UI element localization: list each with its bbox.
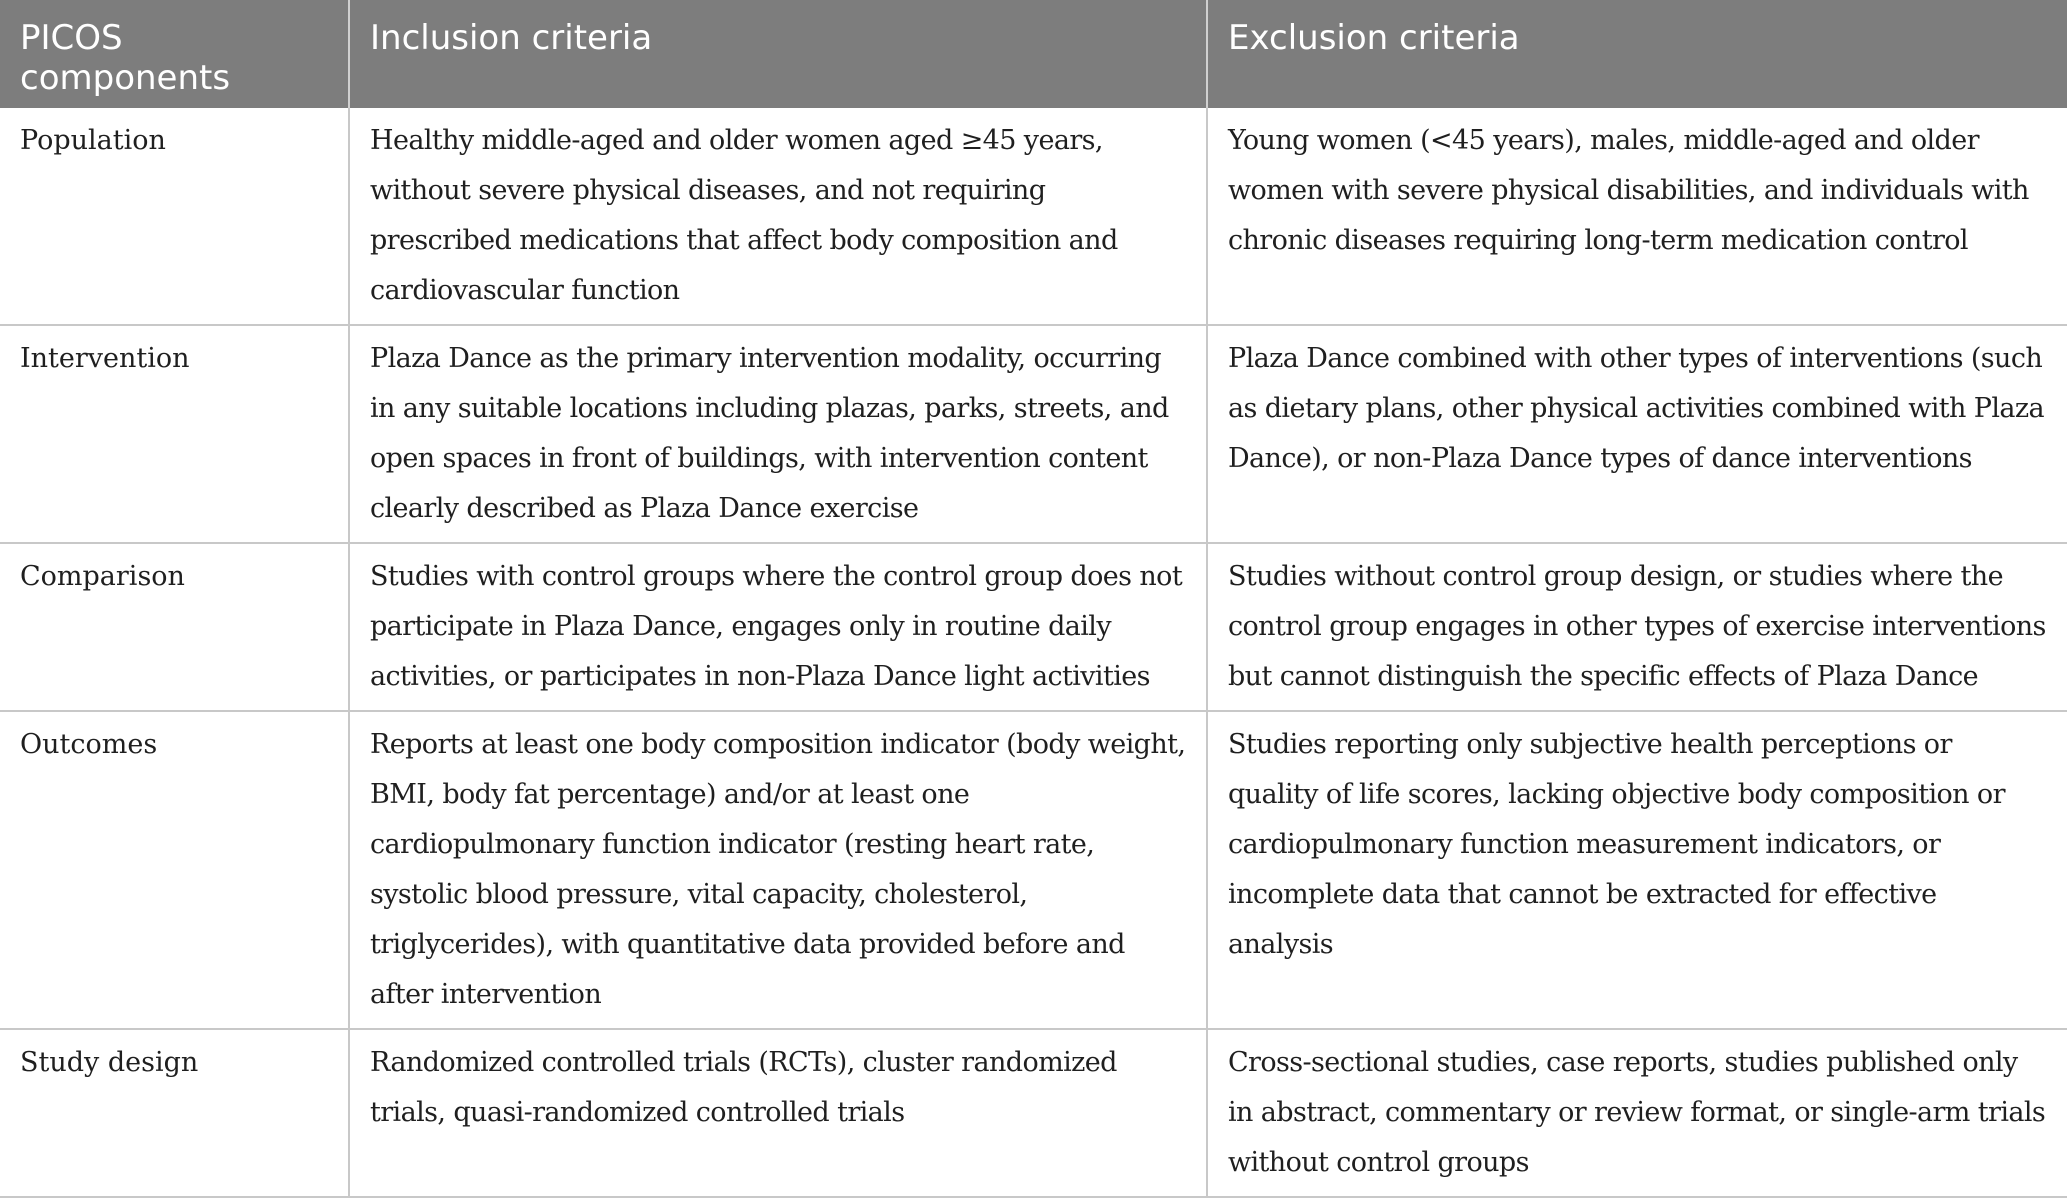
- component-cell: Population: [0, 108, 349, 325]
- header-exclusion-criteria: Exclusion criteria: [1207, 0, 2067, 108]
- header-inclusion-criteria: Inclusion criteria: [349, 0, 1207, 108]
- header-picos-components: PICOS components: [0, 0, 349, 108]
- component-cell: Outcomes: [0, 711, 349, 1029]
- table-row-population: [0, 108, 2067, 325]
- table-row-intervention: [0, 325, 2067, 543]
- inclusion-cell: Plaza Dance as the primary intervention modality, occurring in any suitable locations including plazas, parks, streets, and open spaces in front of buildings, with intervention content clearly described as Plaza Dance exercise: [349, 325, 1207, 543]
- component-cell: Intervention: [0, 325, 349, 543]
- exclusion-cell: Studies reporting only subjective health perceptions or quality of life scores, lacking objective body composition or cardiopulmonary function measurement indicators, or incomplete data that cannot be extracted for effective analysis: [1207, 711, 2067, 1029]
- table-header: [0, 0, 2067, 108]
- table-row-outcomes: [0, 711, 2067, 1029]
- inclusion-cell: Studies with control groups where the control group does not participate in Plaza Dance, engages only in routine daily activities, or participates in non-Plaza Dance light activities: [349, 543, 1207, 711]
- component-cell: Comparison: [0, 543, 349, 711]
- exclusion-cell: Studies without control group design, or studies where the control group engages in other types of exercise interventions but cannot distinguish the specific effects of Plaza Dance: [1207, 543, 2067, 711]
- table-body: [0, 108, 2067, 1197]
- table-row-study-design: [0, 1029, 2067, 1197]
- exclusion-cell: Young women (<45 years), males, middle-aged and older women with severe physical disabilities, and individuals with chronic diseases requiring long-term medication control: [1207, 108, 2067, 325]
- inclusion-cell: Reports at least one body composition indicator (body weight, BMI, body fat percentage) and/or at least one cardiopulmonary function indicator (resting heart rate, systolic blood pressure, vital capacity, cholesterol, triglycerides), with quantitative data provided before and after intervention: [349, 711, 1207, 1029]
- component-cell: Study design: [0, 1029, 349, 1197]
- inclusion-cell: Randomized controlled trials (RCTs), cluster randomized trials, quasi-randomized controlled trials: [349, 1029, 1207, 1197]
- exclusion-cell: Cross-sectional studies, case reports, studies published only in abstract, commentary or review format, or single-arm trials without control groups: [1207, 1029, 2067, 1197]
- inclusion-cell: Healthy middle-aged and older women aged ≥45 years, without severe physical diseases, and not requiring prescribed medications that affect body composition and cardiovascular function: [349, 108, 1207, 325]
- exclusion-cell: Plaza Dance combined with other types of interventions (such as dietary plans, other physical activities combined with Plaza Dance), or non-Plaza Dance types of dance interventions: [1207, 325, 2067, 543]
- table-row-comparison: [0, 543, 2067, 711]
- header-row: [0, 0, 2067, 108]
